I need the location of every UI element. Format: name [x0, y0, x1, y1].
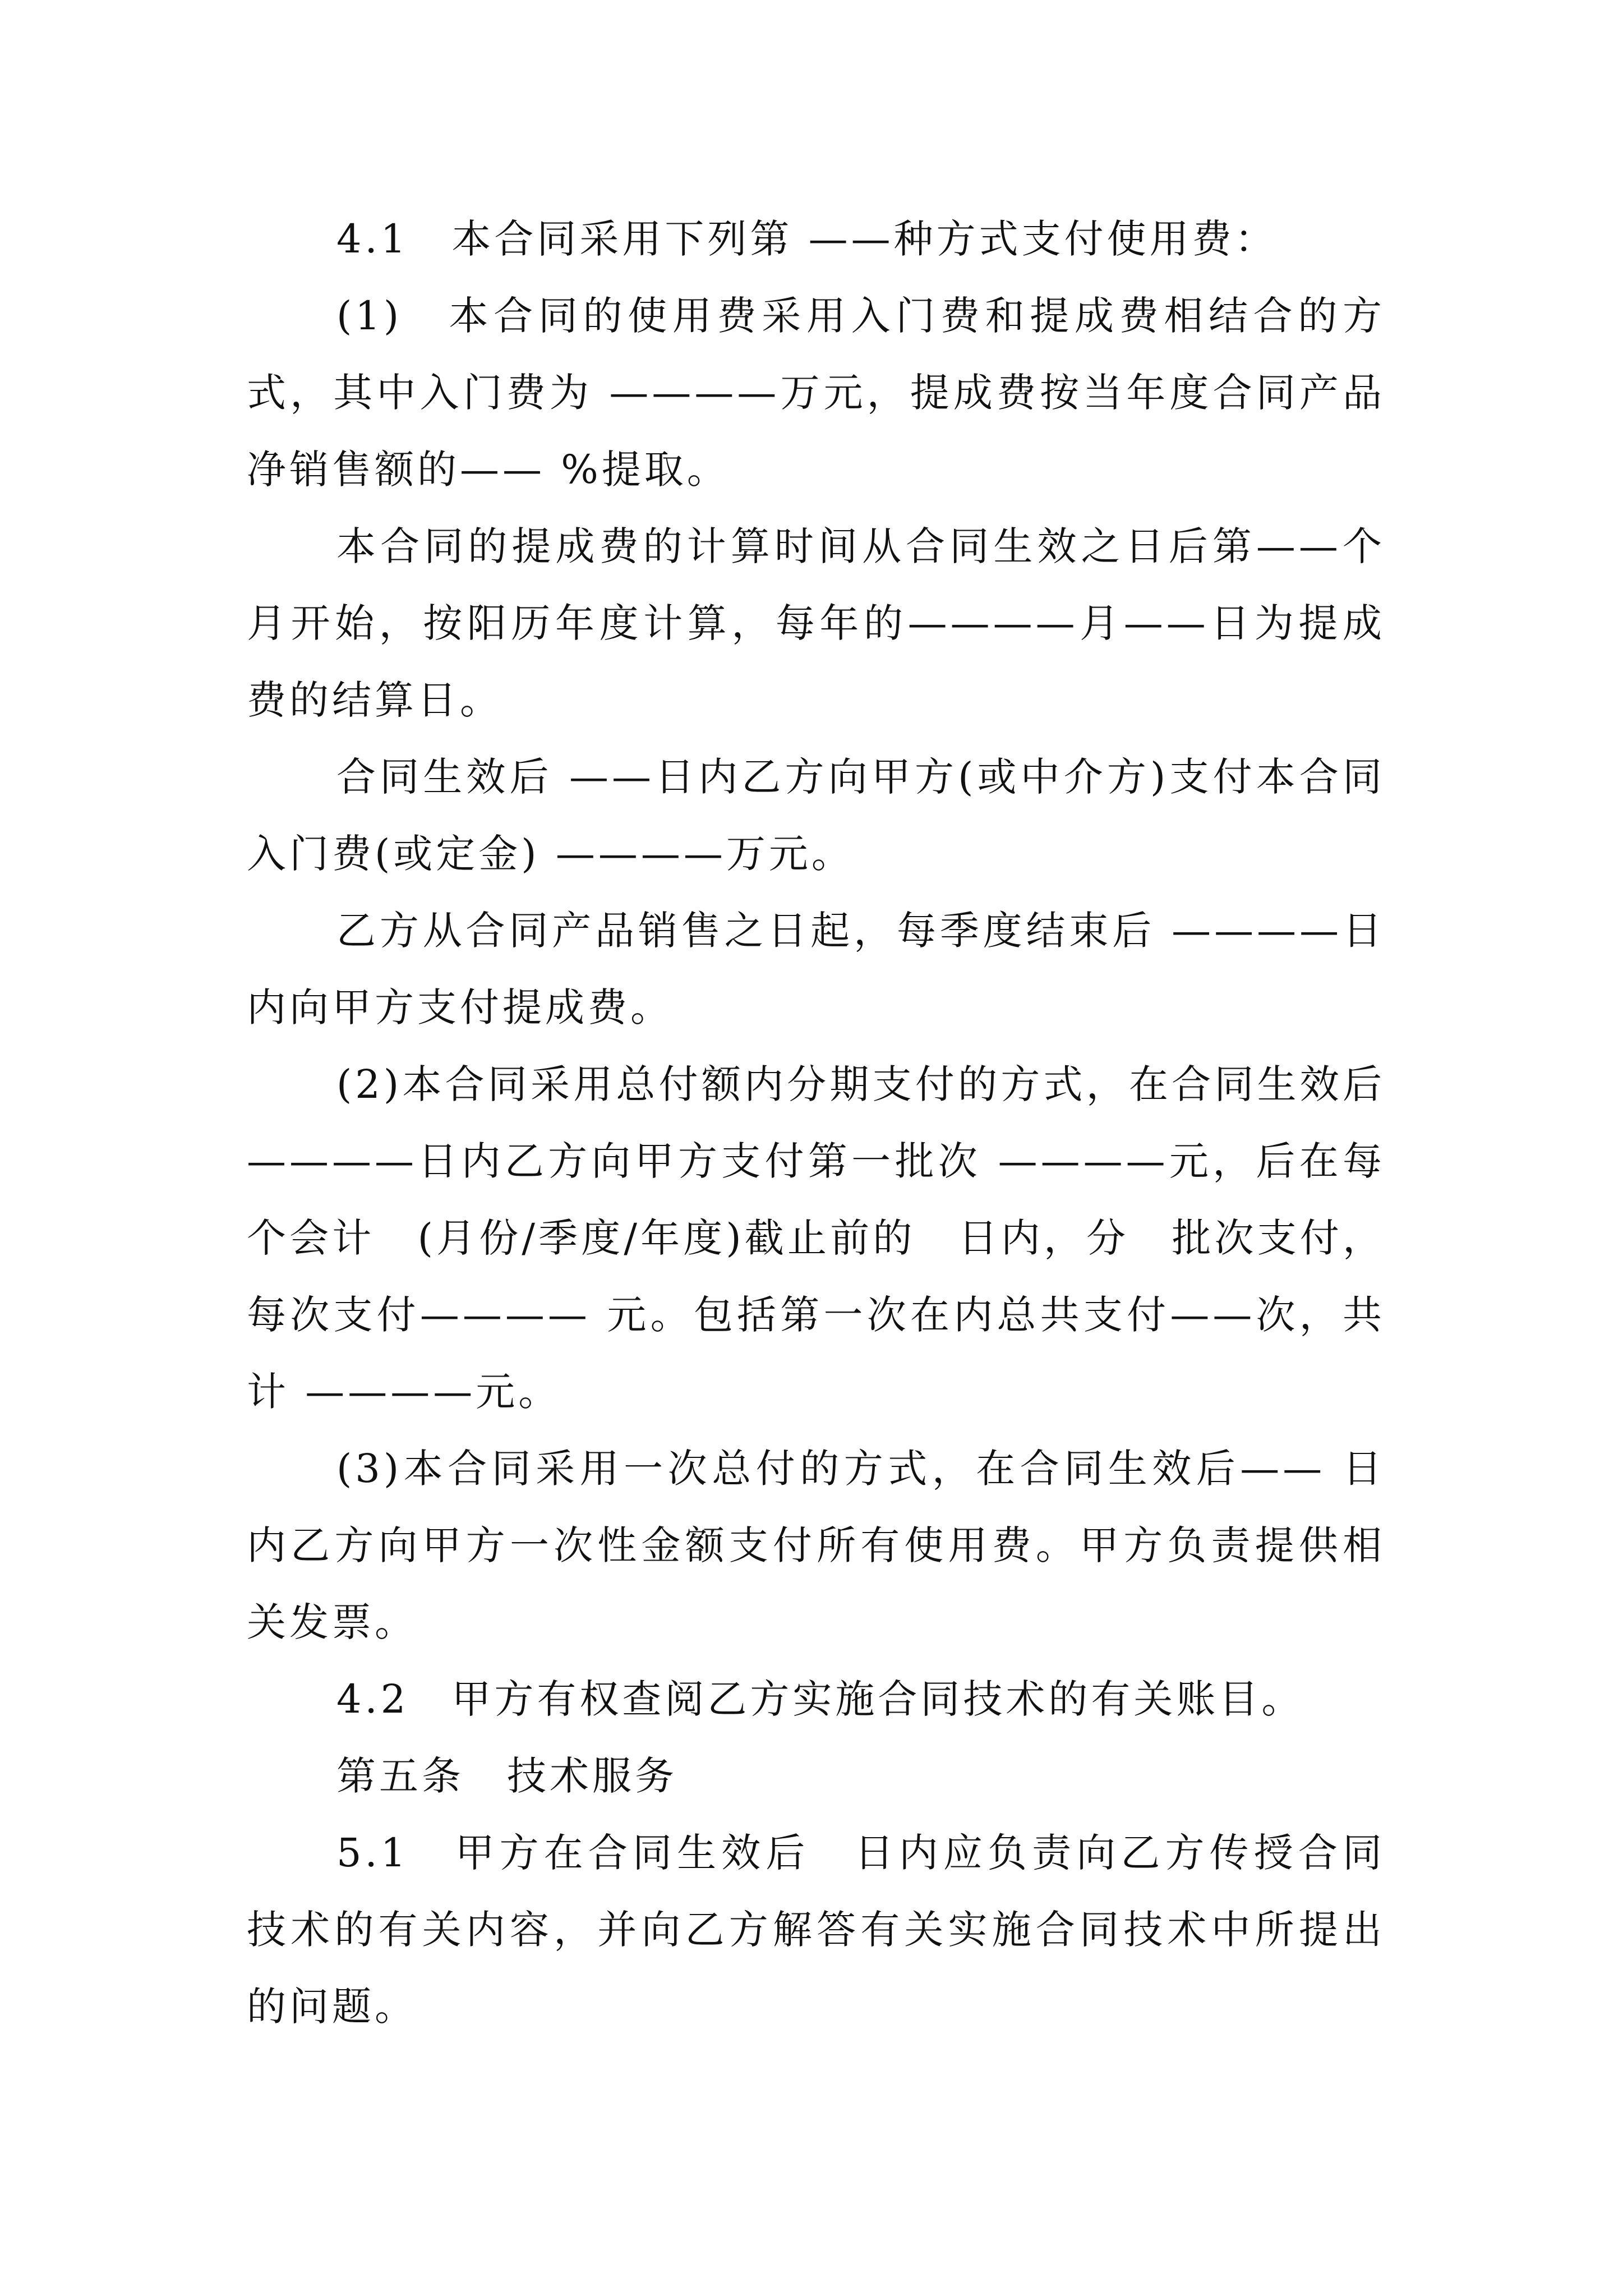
payment-option-3: (3)本合同采用一次总付的方式，在合同生效后—— 日内乙方向甲方一次性金额支付所有使用费。甲方负责提供相关发票。: [247, 1446, 1385, 1645]
clause-5-1: 5.1 甲方在合同生效后 日内应负责向乙方传授合同技术的有关内容，并向乙方解答有关实施合同技术中所提出的问题。: [247, 1830, 1385, 2030]
payment-option-2: (2)本合同采用总付额内分期支付的方式，在合同生效后 ————日内乙方向甲方支付第一批次 ————元，后在每个会计 (月份/季度/年度)截止前的 日内，分 批次支付，每次支付———— 元。包括第一次在内总共支付——次，共计 ————元。: [247, 1061, 1385, 1415]
clause-4-1: 4.1 本合同采用下列第 ——种方式支付使用费：: [336, 216, 1278, 262]
commission-payment: 乙方从合同产品销售之日起，每季度结束后 ————日内向甲方支付提成费。: [247, 908, 1385, 1030]
document-body: [247, 201, 1385, 2045]
commission-period: 本合同的提成费的计算时间从合同生效之日后第——个月开始，按阳历年度计算，每年的————月——日为提成费的结算日。: [247, 523, 1385, 723]
payment-option-1: (1) 本合同的使用费采用入门费和提成费相结合的方式，其中入门费为 ————万元，提成费按当年度合同产品净销售额的—— %提取。: [247, 293, 1385, 493]
article-5-heading: 第五条 技术服务: [336, 1753, 677, 1799]
entrance-fee-payment: 合同生效后 ——日内乙方向甲方(或中介方)支付本合同入门费(或定金) ————万元。: [247, 754, 1385, 877]
clause-4-2: 4.2 甲方有权查阅乙方实施合同技术的有关账目。: [336, 1676, 1304, 1722]
